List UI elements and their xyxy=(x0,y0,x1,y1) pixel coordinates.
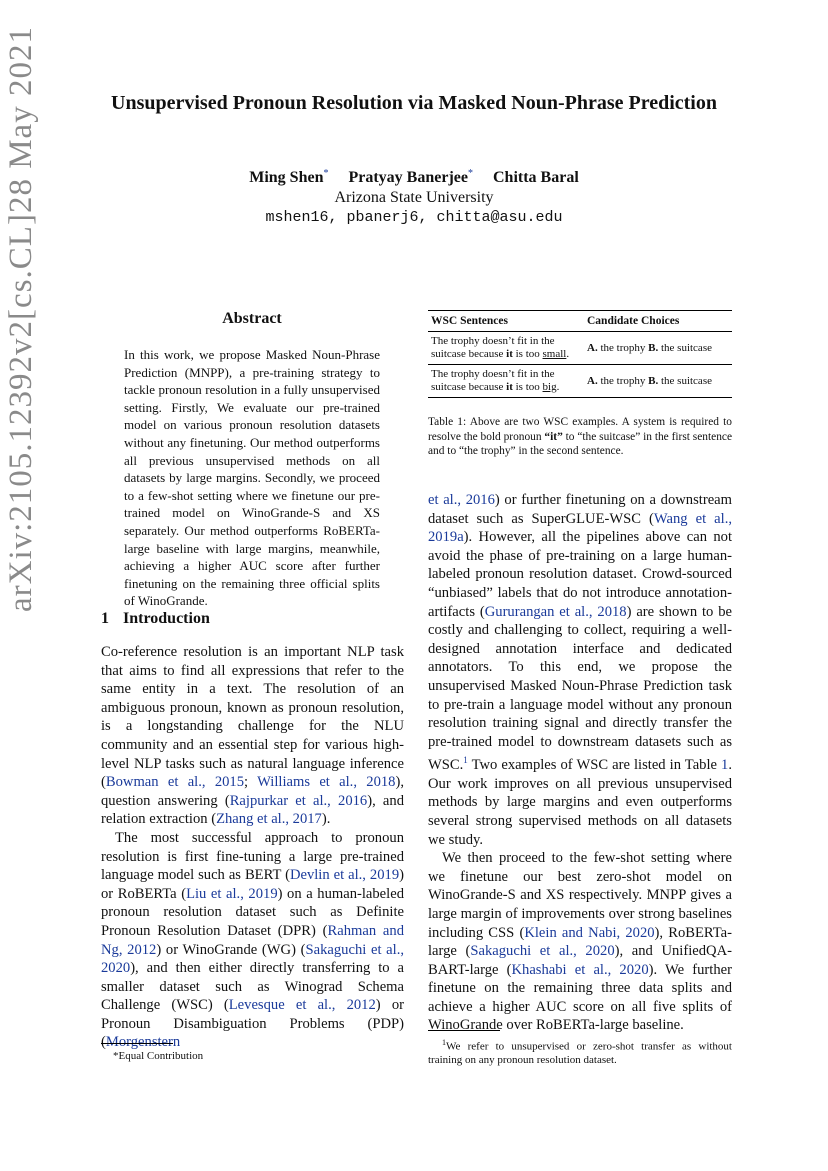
table-ref-link[interactable]: 1 xyxy=(721,757,729,774)
citation-link[interactable]: Wang et al., 2019a xyxy=(428,510,732,546)
paper-title: Unsupervised Pronoun Resolution via Masked Noun-Phrase Prediction xyxy=(111,92,717,114)
table-row xyxy=(428,365,732,398)
footnote-rule xyxy=(428,1030,500,1031)
intro-paragraph-4: We then proceed to the few-shot setting where we finetune our best zero-shot model on WinoGrande-S and XS respectively. MNPP gives a large margin of improvements over strong baselines including CSS (Klein and Nabi, 2020), RoBERTa-large (Sakaguchi et al., 2020), and UnifiedQA-BART-large (Khashabi et al., 2020). We further finetune on the remaining three data splits and achieve a higher AUC score on all five splits of WinoGrande over RoBERTa-large baseline. xyxy=(428,850,732,1034)
table-cell-choices: A. the trophy B. the suitcase xyxy=(587,341,712,354)
table-cell-sentence: The trophy doesn’t fit in the suitcase because it is too small. xyxy=(431,335,570,360)
citation-link[interactable]: Liu et al., 2019 xyxy=(186,885,278,902)
intro-left-column xyxy=(101,643,404,1052)
citation-link[interactable]: Zhang et al., 2017 xyxy=(216,811,322,828)
citation-link[interactable]: Devlin et al., 2019 xyxy=(289,867,400,884)
right-footnote-block xyxy=(428,1030,500,1031)
footnote-rule xyxy=(101,1043,173,1044)
table-caption: Table 1: Above are two WSC examples. A system is required to resolve the bold pronoun “it” to “the suitcase” in the first sentence and to “the trophy” in the second sentence. xyxy=(428,416,732,457)
arxiv-id: arXiv:2105.12392v2 xyxy=(2,319,39,612)
arxiv-date: 28 May 2021 xyxy=(2,26,39,214)
intro-paragraph-2: The most successful approach to pronoun resolution is first fine-tuning a large pre-trained language model such as BERT (Devlin et al., 2019) or RoBERTa (Liu et al., 2019) on a human-labeled pronoun resolution dataset such as Definite Pronoun Resolution Dataset (DPR) (Rahman and Ng, 2012) or WinoGrande (WG) (Sakaguchi et al., 2020), and then either directly transferring to a smaller dataset such as Winograd Schema Challenge (WSC) (Levesque et al., 2012) or Pronoun Disambiguation Problems (PDP) (Morgenstern xyxy=(101,829,405,1051)
citation-link[interactable]: Gururangan et al., 2018 xyxy=(484,603,627,620)
author-block xyxy=(0,164,828,228)
citation-link[interactable]: Klein and Nabi, 2020 xyxy=(524,924,655,941)
author-3: Chitta Baral xyxy=(492,169,579,186)
citation-link[interactable]: Rajpurkar et al., 2016 xyxy=(229,792,368,809)
intro-paragraph-3: et al., 2016) or further finetuning on a downstream dataset such as SuperGLUE-WSC (Wang et al., 2019a). However, all the pipelines above can not avoid the phase of pre-training on a large human-labeled pronoun resolution dataset. Crowd-sourced “unbiased” labels that do not introduce annotation-artifacts (Gururangan et al., 2018) are shown to be costly and challenging to collect, requiring a well-designed annotation interface and dedicated annotators. To this end, we propose the unsupervised Masked Noun-Phrase Prediction task to pre-train a language model without any pronoun resolution training signal and directly transfer the pre-trained model to downstream datasets such as WSC.$^1$ Two examples of WSC are listed in Table 1. Our work improves on all previous unsupervised methods by large margins and even outperforms several strong supervised methods on all datasets we study. xyxy=(428,492,732,848)
equal-contribution-footnote: *Equal Contribution xyxy=(113,1050,204,1062)
table-header: WSC Sentences xyxy=(431,315,508,327)
citation-link[interactable]: Morgenstern xyxy=(105,1034,181,1051)
citation-link[interactable]: Bowman et al., 2015 xyxy=(105,774,245,791)
citation-link[interactable]: et al., 2016 xyxy=(428,492,495,508)
intro-right-column xyxy=(428,491,732,1035)
citation-link[interactable]: Williams et al., 2018 xyxy=(257,774,396,791)
section-heading xyxy=(101,610,224,628)
author-2: Pratyay Banerjee* xyxy=(348,168,473,186)
abstract-heading: Abstract xyxy=(222,310,282,327)
citation-link[interactable]: Sakaguchi et al., 2020 xyxy=(470,943,615,960)
section-title: Introduction xyxy=(123,610,210,627)
table-cell-sentence: The trophy doesn’t fit in the suitcase because it is too big. xyxy=(431,368,560,393)
transfer-footnote: $^1$We refer to unsupervised or zero-shot transfer as without training on any pronoun resolution dataset. xyxy=(428,1038,732,1067)
table-cell-choices: A. the trophy B. the suitcase xyxy=(587,374,712,387)
author-emails: mshen16, pbanerj6, chitta@asu.edu xyxy=(265,209,563,226)
citation-link[interactable]: Khashabi et al., 2020 xyxy=(511,961,649,978)
table-header-row xyxy=(428,311,732,332)
author-1: Ming Shen* xyxy=(249,168,329,186)
citation-link[interactable]: Rahman and Ng, 2012 xyxy=(101,922,404,958)
abstract-text: In this work, we propose Masked Noun-Phrase Prediction (MNPP), a pre-training strategy to tackle pronoun resolution in a fully unsupervised setting. Firstly, We evaluate our pre-trained model on various pronoun resolution datasets without any finetuning. Our method outperforms all previous unsupervised methods on all datasets by large margins. Secondly, we proceed to a few-shot setting where we finetune our pre-trained model on WinoGrande-S and XS separately. Our method outperforms RoBERTa-large baseline with large margins, meanwhile, achieving a higher AUC score after further finetuning on the remaining three official splits of WinoGrande. xyxy=(124,347,380,609)
table-row xyxy=(428,332,732,365)
table-header: Candidate Choices xyxy=(587,315,680,327)
citation-link[interactable]: Sakaguchi et al., 2020 xyxy=(101,941,405,977)
section-number: 1 xyxy=(101,610,109,627)
arxiv-category: [cs.CL] xyxy=(2,213,39,320)
left-footnote-block xyxy=(101,1043,173,1044)
citation-link[interactable]: Levesque et al., 2012 xyxy=(228,997,376,1014)
intro-paragraph-1: Co-reference resolution is an important NLP task that aims to find all expressions that refer to the same entity in a text. The resolution of an ambiguous pronoun, known as pronoun resolution, is a longstanding challenge for the NLU community and an essential step for various high-level NLP tasks such as natural language inference (Bowman et al., 2015; Williams et al., 2018), question answering (Rajpurkar et al., 2016), and relation extraction (Zhang et al., 2017). xyxy=(101,644,404,828)
table-1 xyxy=(428,310,732,398)
affiliation: Arizona State University xyxy=(334,189,494,206)
author-names xyxy=(0,164,828,188)
footnote-link[interactable]: 1 xyxy=(463,755,468,766)
